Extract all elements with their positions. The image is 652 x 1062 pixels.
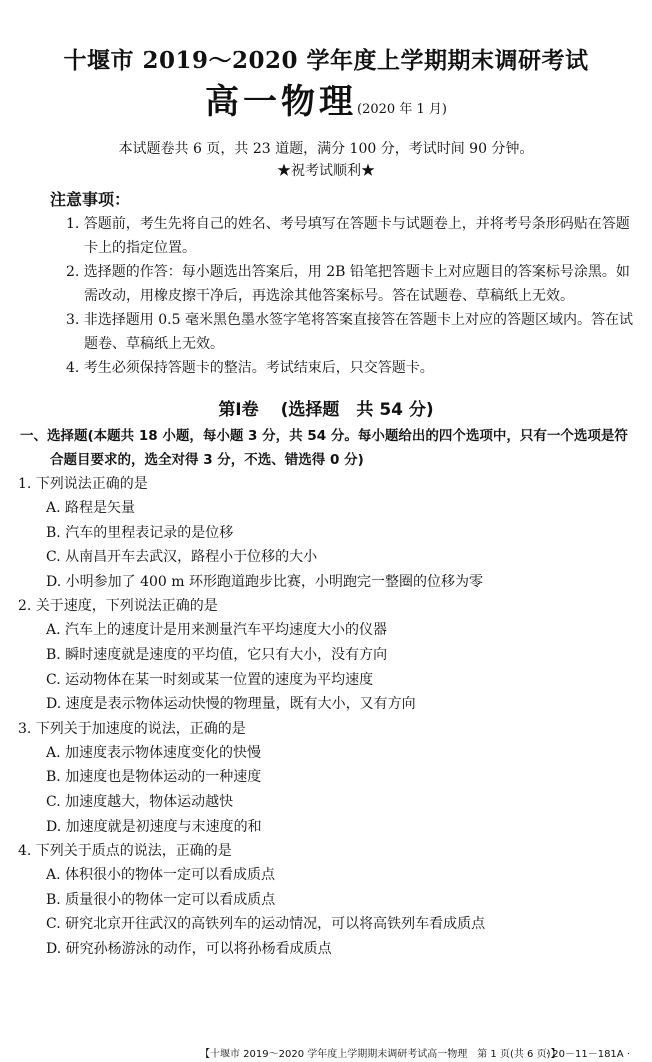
note-item: 2. 选择题的作答：每小题选出答案后，用 2B 铅笔把答题卡上对应题目的答案标号涂黑。如需改动，用橡皮擦干净后，再选涂其他答案标号。答在试题卷、草稿纸上无效。	[66, 264, 630, 304]
option-d: D. 速度是表示物体运动快慢的物理量，既有大小，又有方向	[46, 696, 416, 713]
question-3	[18, 717, 634, 839]
exam-page	[0, 46, 652, 1060]
option-d: D. 研究孙杨游泳的动作，可以将孙杨看成质点	[46, 940, 332, 957]
question-2	[18, 594, 634, 716]
footer-code: · 20－11－181A ·	[545, 1049, 630, 1060]
option-c: C. 从南昌开车去武汉，路程小于位移的大小	[46, 549, 318, 566]
subject-line	[18, 82, 634, 130]
option-c: C. 运动物体在某一时刻或某一位置的速度为平均速度	[46, 671, 374, 688]
question-4	[18, 839, 634, 961]
question-stem: 4. 下列关于质点的说法，正确的是	[18, 843, 232, 860]
exam-intro: 本试题卷共 6 页，共 23 道题，满分 100 分，考试时间 90 分钟。	[118, 141, 534, 157]
section-title: 第Ⅰ卷	[218, 400, 259, 420]
option-b: B. 汽车的里程表记录的是位移	[46, 524, 234, 541]
option-b: B. 瞬时速度就是速度的平均值，它只有大小，没有方向	[46, 646, 388, 663]
note-item: 4. 考生必须保持答题卡的整洁。考试结束后，只交答题卡。	[66, 360, 434, 376]
question-stem: 3. 下列关于加速度的说法，正确的是	[18, 720, 246, 737]
notes-title: 注意事项：	[50, 190, 131, 209]
notes-list	[18, 212, 634, 380]
exam-title: 十堰市 2019～2020 学年度上学期期末调研考试	[63, 47, 589, 74]
note-item: 1. 答题前，考生先将自己的姓名、考号填写在答题卡与试题卷上，并将考号条形码贴在答题卡上的指定位置。	[66, 216, 630, 256]
note-item: 3. 非选择题用 0.5 毫米黑色墨水签字笔将答案直接答在答题卡上对应的答题区域内。答在试题卷、草稿纸上无效。	[66, 312, 633, 352]
option-d: D. 加速度就是初速度与末速度的和	[46, 818, 262, 835]
option-b: B. 质量很小的物体一定可以看成质点	[46, 891, 276, 908]
option-a: A. 路程是矢量	[46, 500, 136, 516]
section-heading	[18, 396, 634, 424]
section-subtitle: (选择题 共 54 分)	[280, 400, 434, 420]
option-d: D. 小明参加了 400 m 环形跑道跑步比赛，小明跑完一整圈的位移为零	[46, 573, 483, 590]
exam-date: (2020 年 1 月)	[357, 102, 447, 117]
subject-title: 高一物理	[205, 82, 358, 122]
option-c: C. 研究北京开往武汉的高铁列车的运动情况，可以将高铁列车看成质点	[46, 916, 486, 933]
question-stem: 1. 下列说法正确的是	[18, 476, 148, 492]
option-b: B. 加速度也是物体运动的一种速度	[46, 769, 262, 786]
footer-page-info: 【十堰市 2019～2020 学年度上学期期末调研考试高一物理 第 1 页(共 6 页)】	[200, 1049, 561, 1060]
option-a: A. 体积很小的物体一定可以看成质点	[46, 867, 276, 884]
question-stem: 2. 关于速度，下列说法正确的是	[18, 598, 218, 615]
option-c: C. 加速度越大，物体运动越快	[46, 793, 234, 810]
question-1	[18, 472, 634, 594]
option-a: A. 加速度表示物体速度变化的快慢	[46, 744, 262, 761]
option-a: A. 汽车上的速度计是用来测量汽车平均速度大小的仪器	[46, 622, 388, 639]
exam-wish: ★祝考试顺利★	[277, 163, 375, 179]
part-description: 一、选择题(本题共 18 小题，每小题 3 分，共 54 分。每小题给出的四个选项中，只有一个选项是符合题目要求的，选全对得 3 分，不选、错选得 0 分)	[20, 428, 628, 468]
